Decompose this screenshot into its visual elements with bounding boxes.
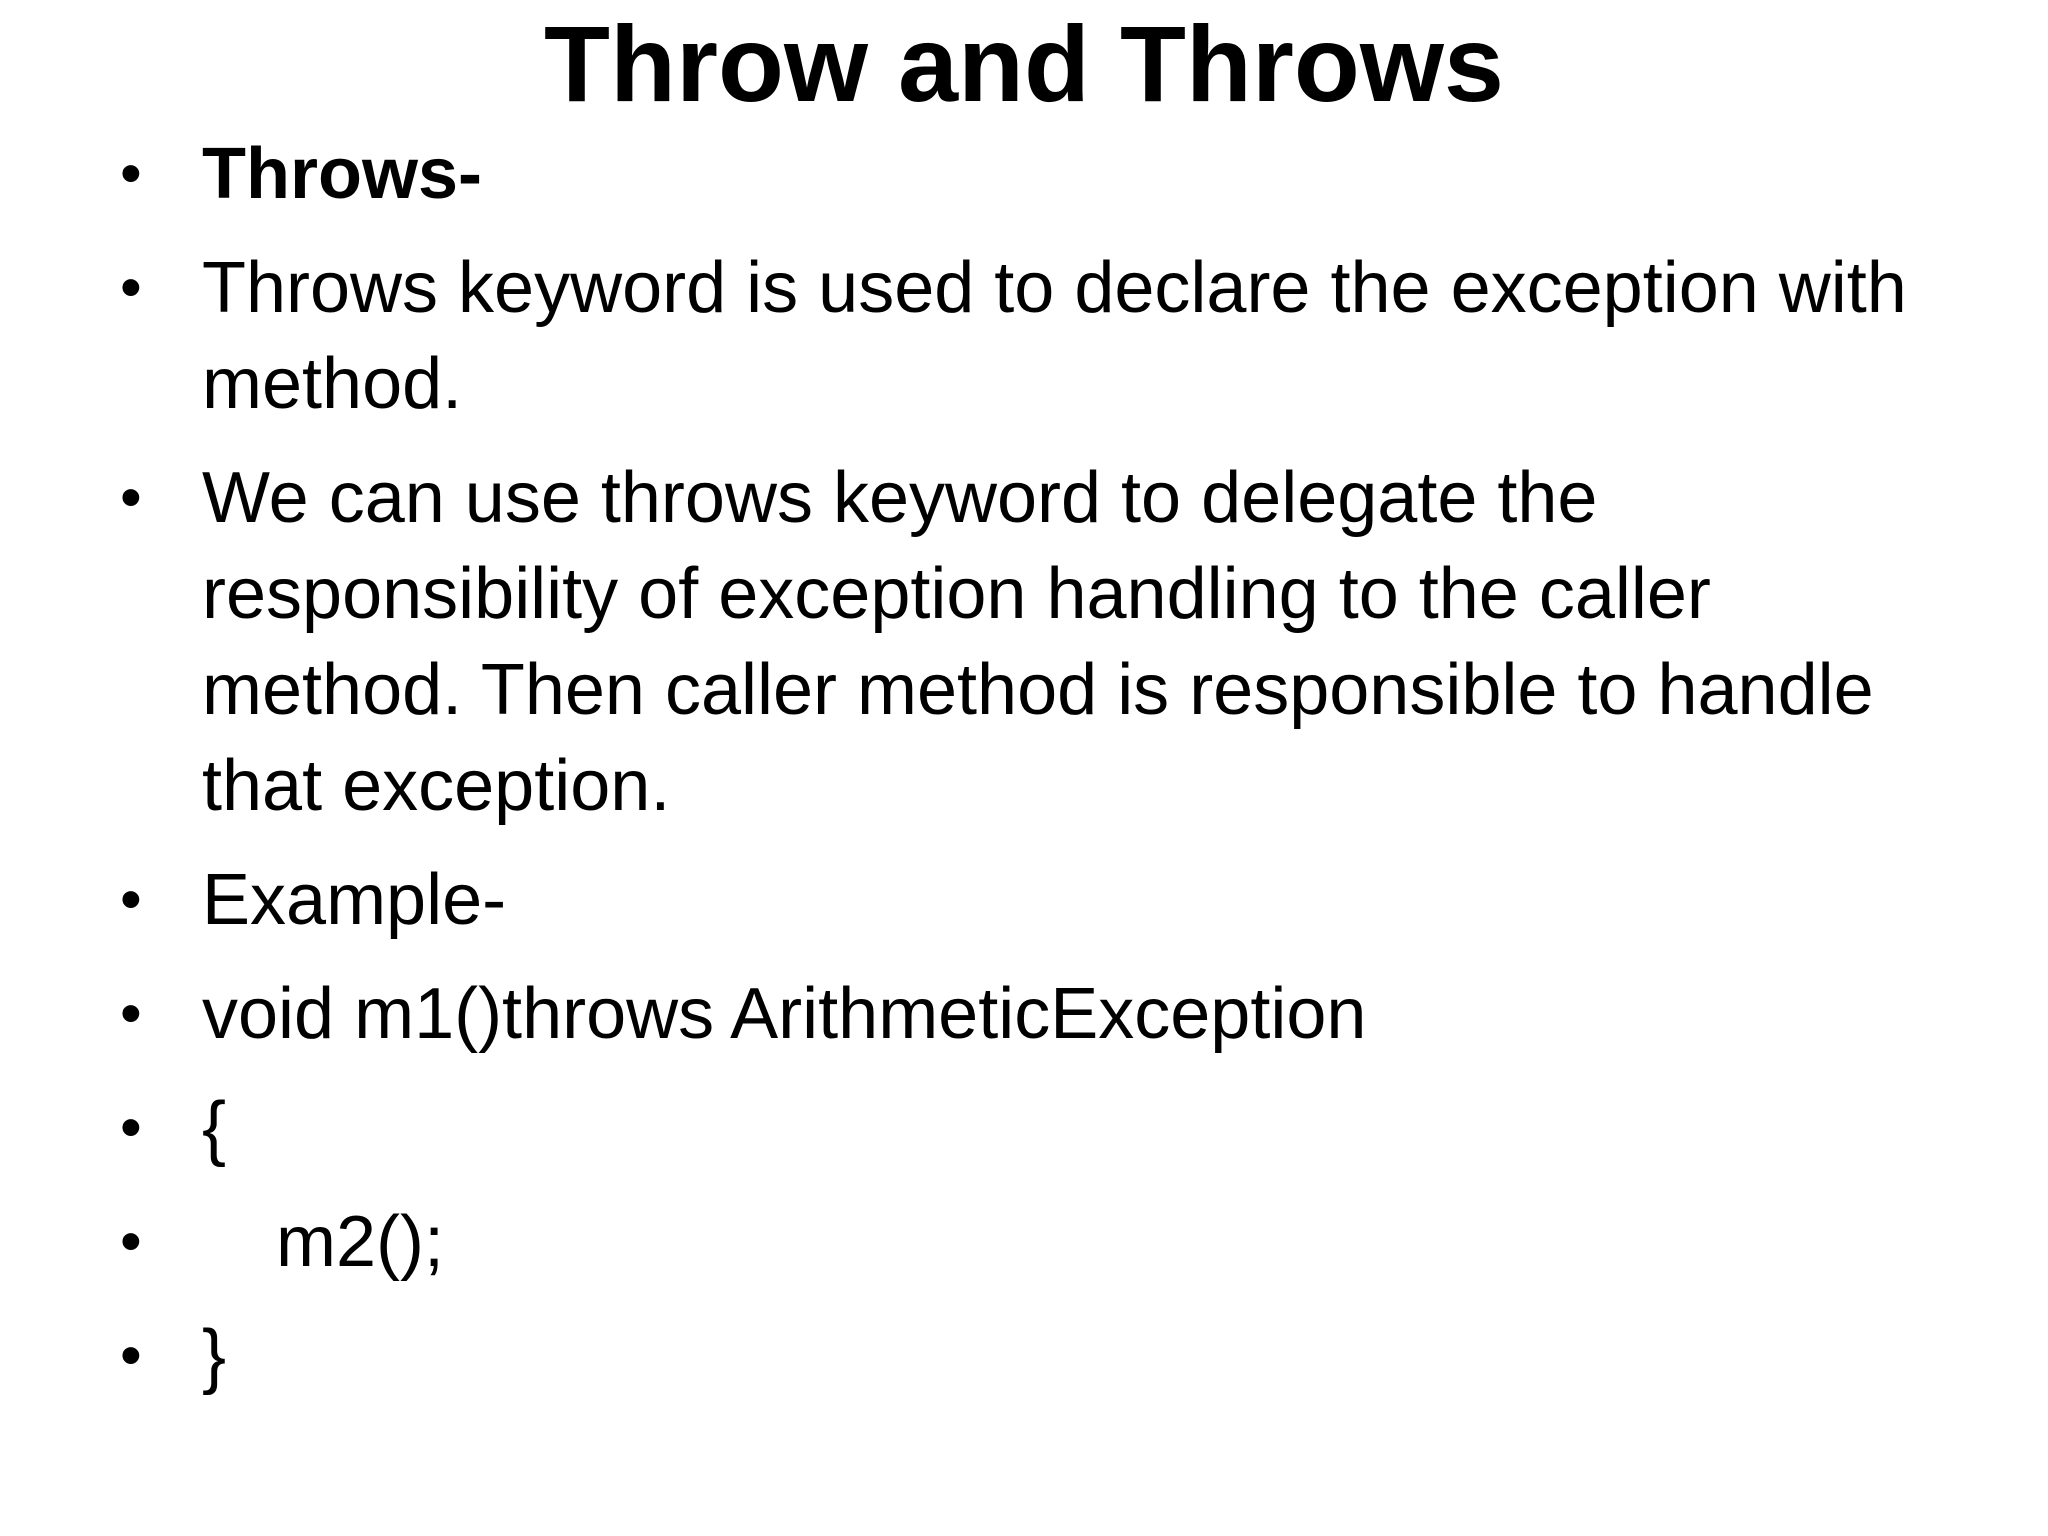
bullet-item [120,450,1960,834]
bullet-list [120,126,1960,1422]
bullet-item [120,852,1960,948]
bullet-dot: • [120,463,142,532]
bullet-dot: • [120,1321,142,1390]
slide-title: Throw and Throws [544,3,1504,124]
bullet-item [120,1308,1960,1404]
bullet-item [120,1194,1960,1290]
code-line: void m1()throws ArithmeticException [202,974,1367,1054]
bullet-dot: • [120,253,142,322]
bullet-item [120,240,1960,432]
code-line: m2(); [276,1202,444,1282]
bullet-dot: • [120,979,142,1048]
bullet-item [120,1080,1960,1176]
bullet-text: Throws keyword is used to declare the exception with method. [202,248,1927,424]
bullet-dot: • [120,1093,142,1162]
bullet-item [120,126,1960,222]
code-line: { [202,1088,227,1168]
bullet-item [120,966,1960,1062]
bullet-text: We can use throws keyword to delegate the responsibility of exception handling to the caller method. Then caller method is responsible to handle that exception. [202,458,1894,826]
bullet-dot: • [120,1207,142,1276]
bullet-heading: Throws- [202,134,482,214]
bullet-text: Example- [202,860,507,940]
code-line: } [202,1316,227,1396]
bullet-dot: • [120,865,142,934]
bullet-dot: • [120,139,142,208]
